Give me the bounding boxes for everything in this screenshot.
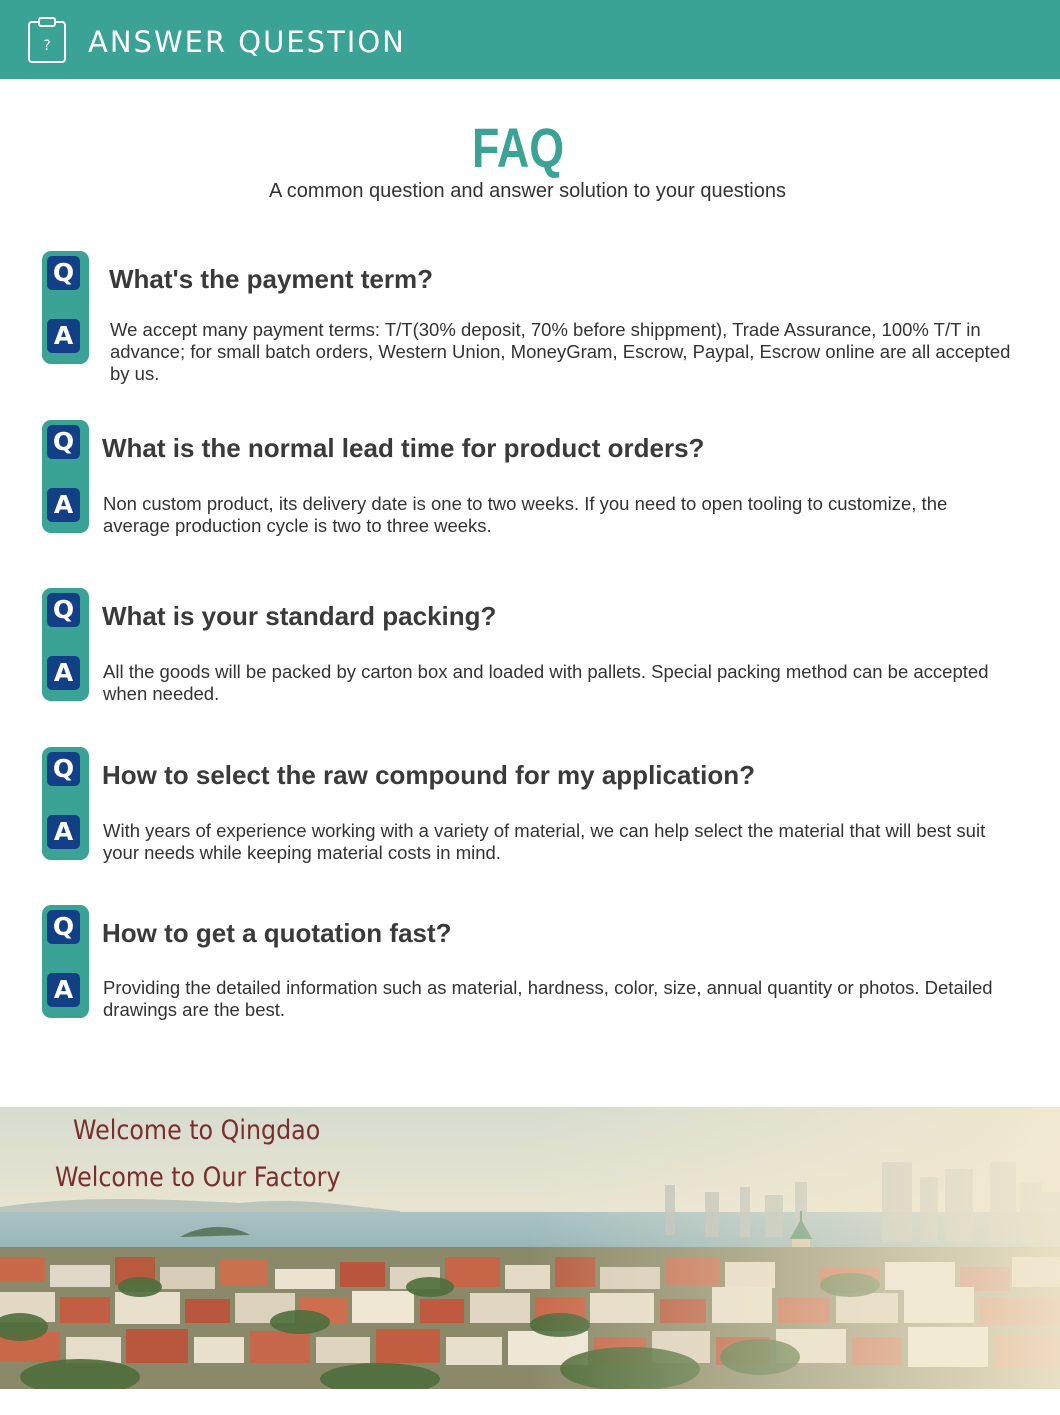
qa-badge (42, 905, 89, 1018)
clipboard-question-mark: ? (43, 38, 51, 54)
banner-line-2: Welcome to Our Factory (55, 1162, 341, 1193)
city-panorama-image (0, 1107, 1060, 1389)
question-marker: Q (47, 425, 80, 459)
city-banner (0, 1107, 1060, 1389)
faq-answer: All the goods will be packed by carton box and loaded with pallets. Special packing method can be accepted when needed. (103, 661, 989, 704)
faq-answer: Providing the detailed information such as material, hardness, color, size, annual quantity or photos. Detailed drawings are the best. (103, 977, 993, 1020)
faq-answer: Non custom product, its delivery date is one to two weeks. If you need to open tooling to customize, the average production cycle is two to three weeks. (103, 493, 948, 536)
faq-answer: With years of experience working with a variety of material, we can help select the material that will best suit your needs while keeping material costs in mind. (103, 820, 986, 863)
faq-question: What is the normal lead time for product orders? (102, 433, 705, 463)
question-marker: Q (47, 593, 80, 627)
answer-marker: A (47, 973, 80, 1007)
clipboard-question-icon (27, 16, 67, 64)
faq-question: How to select the raw compound for my application? (102, 760, 755, 790)
header-bar (0, 0, 1060, 79)
question-marker: Q (47, 752, 80, 786)
faq-title: FAQ (471, 116, 565, 179)
qa-badge (42, 588, 89, 701)
faq-question: What's the payment term? (109, 264, 434, 294)
qa-badge (42, 747, 89, 860)
banner-line-1: Welcome to Qingdao (73, 1115, 321, 1146)
qa-badge (42, 420, 89, 533)
answer-marker: A (47, 815, 80, 849)
answer-marker: A (47, 656, 80, 690)
faq-answer: We accept many payment terms: T/T(30% deposit, 70% before shippment), Trade Assurance, 100% T/T in advance; for small batch orders, Western Union, MoneyGram, Escrow, Paypal, Escrow online are all accepted by us. (110, 319, 1011, 384)
question-marker: Q (47, 910, 80, 944)
answer-marker: A (47, 319, 80, 353)
header-title: ANSWER QUESTION (88, 25, 406, 59)
answer-marker: A (47, 488, 80, 522)
faq-subtitle: A common question and answer solution to your questions (269, 180, 786, 202)
question-marker: Q (47, 256, 80, 290)
faq-question: What is your standard packing? (102, 601, 497, 631)
faq-question: How to get a quotation fast? (102, 918, 452, 948)
qa-badge (42, 251, 89, 364)
